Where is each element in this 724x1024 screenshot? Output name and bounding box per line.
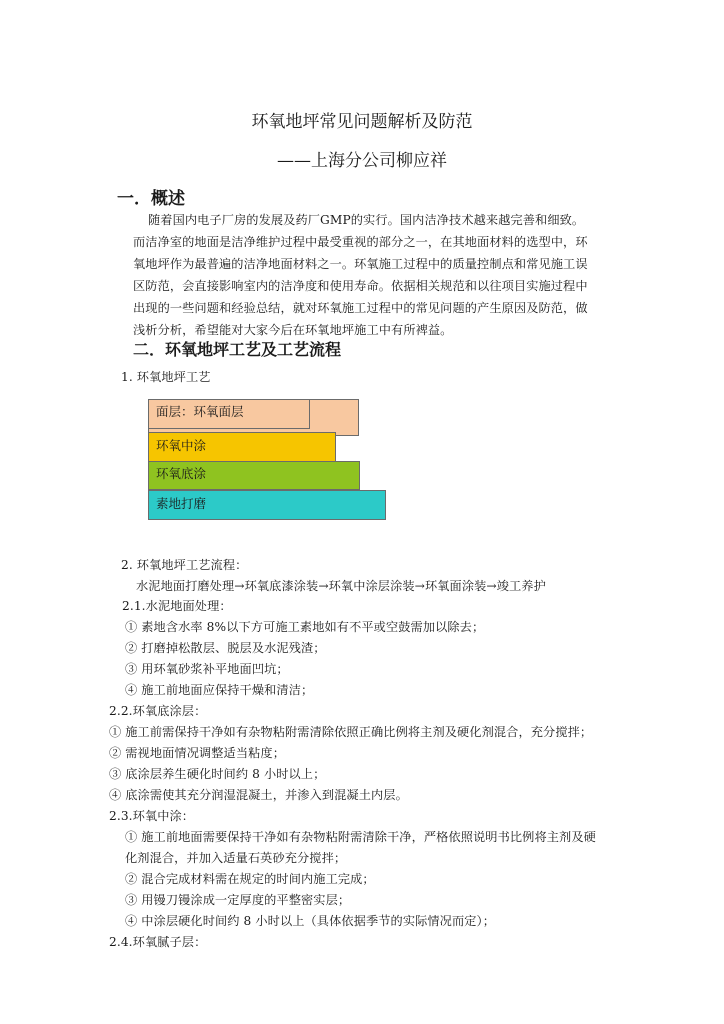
list-item: ④ 底涂需使其充分润湿混凝土，并渗入到混凝土内层。 — [109, 788, 408, 802]
layer-substrate-label: 素地打磨 — [156, 496, 207, 511]
list-item: ④ 施工前地面应保持干燥和清洁； — [125, 683, 314, 697]
list-item: ① 施工前地面需要保持干净如有杂物粘附需清除干净，严格依照说明书比例将主剂及硬 — [125, 830, 596, 844]
paragraph-line: 区防范，会直接影响室内的洁净度和使用寿命。依据相关规范和以往项目实施过程中 — [133, 279, 588, 293]
layer-mid-coat-label: 环氧中涂 — [156, 438, 207, 453]
paragraph-line: 随着国内电子厂房的发展及药厂GMP的实行。国内洁净技术越来越完善和细致。 — [148, 213, 585, 227]
list-item: ① 施工前需保持干净如有杂物粘附需清除依照正确比例将主剂及硬化剂混合，充分搅拌； — [109, 725, 593, 739]
list-item: ① 素地含水率 8%以下方可施工素地如有不平或空鼓需加以除去； — [125, 620, 485, 634]
subsection-2-1-heading: 2.1.水泥地面处理： — [122, 599, 232, 613]
document-subtitle: ——上海分公司柳应祥 — [277, 151, 447, 171]
list-item: ③ 用镘刀镘涂成一定厚度的平整密实层； — [125, 893, 351, 907]
list-item: 化剂混合，并加入适量石英砂充分搅拌； — [125, 851, 347, 865]
section-2-heading: 二．环氧地坪工艺及工艺流程 — [133, 340, 342, 359]
paragraph-line: 氧地坪作为最普遍的洁净地面材料之一。环氧施工过程中的质量控制点和常见施工误 — [133, 257, 588, 271]
layer-top-coat-label: 面层：环氧面层 — [156, 404, 244, 419]
list-item: ② 混合完成材料需在规定的时间内施工完成； — [125, 872, 375, 886]
subsection-2-2-heading: 2.2.环氧底涂层： — [109, 704, 207, 718]
paragraph-line: 而洁净室的地面是洁净维护过程中最受重视的部分之一，在其地面材料的选型中，环 — [133, 235, 588, 249]
list-item: ② 需视地面情况调整适当粘度； — [109, 746, 285, 760]
subsection-2-4-heading: 2.4.环氧腻子层： — [109, 935, 207, 949]
document-title: 环氧地坪常见问题解析及防范 — [251, 112, 473, 132]
list-item: ④ 中涂层硬化时间约 8 小时以上（具体依据季节的实际情况而定）； — [125, 914, 496, 928]
list-item: ③ 用环氧砂浆补平地面凹坑； — [125, 662, 289, 676]
list-item: ② 打磨掉松散层、脱层及水泥残渣； — [125, 641, 326, 655]
section-1-heading: 一．概述 — [117, 189, 185, 209]
process-flow: 水泥地面打磨处理→环氧底漆涂装→环氧中涂层涂装→环氧面涂装→竣工养护 — [136, 579, 546, 593]
subsection-2-3-heading: 2.3.环氧中涂： — [109, 809, 195, 823]
paragraph-line: 浅析分析，希望能对大家今后在环氧地坪施工中有所裨益。 — [133, 323, 453, 337]
paragraph-line: 出现的一些问题和经验总结，就对环氧施工过程中的常见问题的产生原因及防范，做 — [133, 301, 588, 315]
layer-primer-label: 环氧底涂 — [156, 466, 207, 481]
item-1-label: 1. 环氧地坪工艺 — [121, 370, 211, 384]
item-2-label: 2. 环氧地坪工艺流程： — [121, 558, 248, 572]
list-item: ③ 底涂层养生硬化时间约 8 小时以上； — [109, 767, 326, 781]
